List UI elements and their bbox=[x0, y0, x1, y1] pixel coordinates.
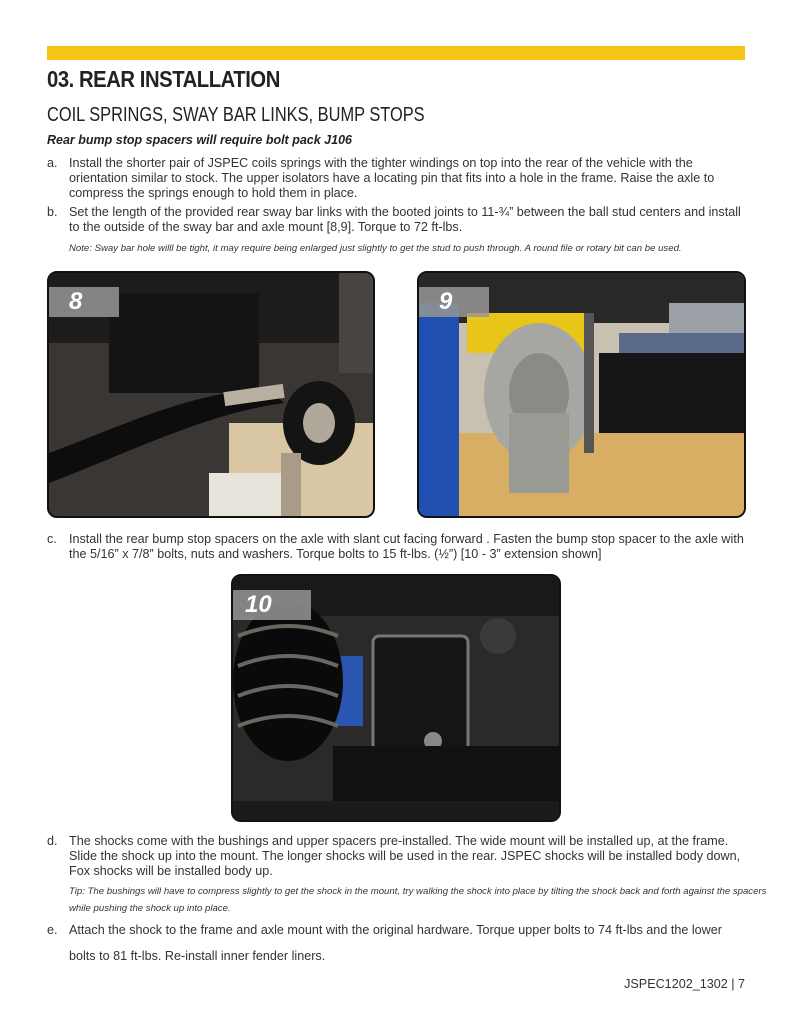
page-footer: JSPEC1202_1302 | 7 bbox=[624, 977, 745, 991]
tip-note-line1: Tip: The bushings will have to compress slightly to get the shock in the mount, try walking the shock into place by tilting the shock back and forth against the spacers bbox=[69, 886, 767, 897]
step-d bbox=[47, 834, 747, 879]
step-label: c. bbox=[47, 532, 57, 546]
step-b bbox=[47, 205, 747, 235]
figure-number: 8 bbox=[69, 288, 83, 315]
step-text-line1: Attach the shock to the frame and axle mount with the original hardware. Torque upper bolts to 74 ft-lbs and the lower bbox=[69, 923, 722, 937]
figure-8-photo bbox=[47, 271, 375, 518]
figure-9-photo bbox=[417, 271, 746, 518]
step-text-line2: bolts to 81 ft-lbs. Re-install inner fender liners. bbox=[69, 949, 326, 963]
figure-number: 10 bbox=[245, 591, 272, 618]
step-e bbox=[47, 923, 747, 964]
section-title: 03. REAR INSTALLATION bbox=[47, 66, 280, 92]
figure-10-photo bbox=[231, 574, 561, 822]
step-text: Install the shorter pair of JSPEC coils springs with the tighter windings on top into the rear of the vehicle with the orientation similar to stock. The upper isolators have a locating pin that fits into a hole in the frame. Raise the axle to compress the springs enough to hold them in place. bbox=[69, 156, 715, 200]
step-c bbox=[47, 532, 747, 562]
figure-number: 9 bbox=[439, 288, 453, 315]
section-subtitle: COIL SPRINGS, SWAY BAR LINKS, BUMP STOPS bbox=[47, 104, 425, 126]
step-label: e. bbox=[47, 923, 58, 937]
accent-bar bbox=[47, 46, 745, 60]
step-label: b. bbox=[47, 205, 58, 219]
requirement-note: Rear bump stop spacers will require bolt pack J106 bbox=[47, 133, 352, 147]
step-text: Install the rear bump stop spacers on the axle with slant cut facing forward . Fasten the bump stop spacer to the axle with the 5/16” x 7/8” bolts, nuts and washers. Torque bolts to 15 ft-lbs. (½”) [10 - 3” extension shown] bbox=[69, 532, 744, 561]
figure-number-badge bbox=[49, 287, 119, 317]
sway-bar-note: Note: Sway bar hole willl be tight, it may require being enlarged just slightly to get the stud to push through. A round file or rotary bit can be used. bbox=[69, 243, 682, 254]
step-text: Set the length of the provided rear sway bar links with the booted joints to 11-¾” between the ball stud centers and install to the outside of the sway bar and axle mount [8,9]. Torque to 72 ft-lbs. bbox=[69, 205, 741, 234]
step-label: a. bbox=[47, 156, 58, 170]
step-a bbox=[47, 156, 747, 201]
step-label: d. bbox=[47, 834, 58, 848]
tip-note-line2: while pushing the shock up into place. bbox=[69, 903, 231, 914]
figure-number-badge bbox=[233, 590, 311, 620]
step-text: The shocks come with the bushings and upper spacers pre-installed. The wide mount will be installed up, at the frame. Slide the shock up into the mount. The longer shocks will be used in the rear. JSPEC shocks will be installed body down, Fox shocks will be installed body up. bbox=[69, 834, 741, 878]
figure-number-badge bbox=[419, 287, 489, 317]
